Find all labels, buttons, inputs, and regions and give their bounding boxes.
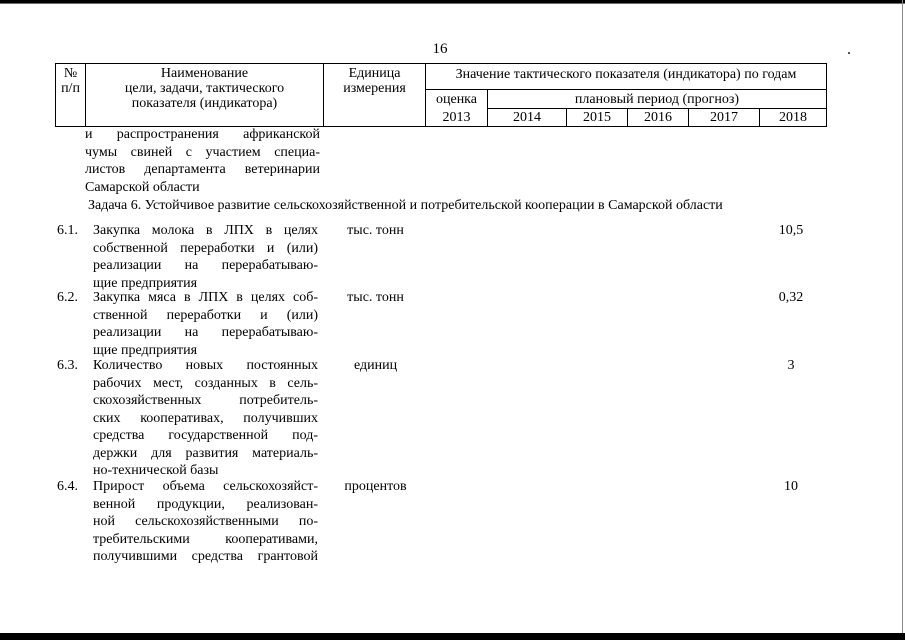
row-name-line: скохозяйственных потребитель-	[93, 393, 318, 408]
header-line-middle	[425, 89, 827, 90]
row-number: 6.2.	[57, 290, 78, 305]
row-name	[93, 357, 318, 480]
header-name-line: Наименование	[160, 66, 249, 81]
header-unit-line: Единица	[348, 66, 401, 81]
row-name-line: Закупка мяса в ЛПХ в целях соб-	[93, 290, 318, 305]
row-number: 6.4.	[57, 479, 78, 494]
row-name-line: ной сельскохозяйственными по-	[93, 514, 318, 529]
row-name	[93, 289, 318, 359]
header-num-line: №	[63, 66, 78, 81]
row-name-line: держки для развития материаль-	[93, 445, 318, 461]
header-year-2013: 2013	[442, 110, 471, 125]
row-unit: единиц	[353, 358, 398, 373]
scan-border-right	[902, 0, 903, 640]
row-unit: тыс. тонн	[347, 223, 404, 238]
scan-speck	[848, 52, 850, 54]
row-name-line: получившими средства грантовой	[93, 549, 318, 564]
row-name-line: щие предприятия	[93, 275, 198, 291]
row-name-line: венной продукции, реализован-	[93, 496, 318, 512]
row-name-line: рабочих мест, созданных в сель-	[93, 375, 318, 391]
row-name-line: реализации на перерабатываю-	[93, 325, 318, 340]
header-vline-10	[826, 63, 827, 127]
header-line-top	[55, 63, 827, 64]
scan-border-bottom	[0, 633, 905, 640]
row-name-line: Закупка молока в ЛПХ в целях	[93, 223, 318, 238]
row-value-2018: 10	[784, 479, 798, 494]
scan-border-top-shadow	[0, 3, 905, 4]
row-name-line: собственной переработки и (или)	[93, 240, 318, 256]
row-name-line: ских кооперативах, получивших	[93, 410, 318, 426]
row-unit: процентов	[344, 479, 407, 494]
row-value-2018: 10,5	[778, 223, 804, 238]
header-name-line: цели, задачи, тактического	[124, 81, 285, 96]
header-name-line: показателя (индикатора)	[131, 96, 278, 111]
row-name	[93, 222, 318, 292]
row-name-line: Прирост объема сельскохозяйст-	[93, 479, 318, 494]
header-num-cell	[56, 66, 85, 96]
continuation-line: листов департамента ветеринарии	[85, 162, 320, 177]
header-unit-line: измерения	[343, 81, 406, 96]
header-year-2016: 2016	[644, 110, 672, 125]
header-name-cell	[86, 66, 323, 111]
continuation-text	[85, 126, 320, 196]
row-number: 6.3.	[57, 358, 78, 373]
header-year-2018: 2018	[779, 110, 807, 125]
header-estimate: оценка	[435, 92, 477, 107]
continuation-line: чумы свиней с участием специа-	[85, 144, 320, 160]
row-name-line: средства государственной под-	[93, 428, 318, 443]
row-value-2018: 0,32	[778, 290, 804, 305]
row-name-line: Количество новых постоянных	[93, 358, 318, 373]
continuation-line: и распространения африканской	[85, 127, 320, 142]
header-line-years	[487, 108, 827, 109]
header-planned-period: плановый период (прогноз)	[574, 92, 740, 107]
header-num-line: п/п	[61, 81, 80, 96]
row-unit: тыс. тонн	[347, 290, 404, 305]
header-year-2014: 2014	[513, 110, 541, 125]
row-name	[93, 478, 318, 566]
row-name-line: щие предприятия	[93, 342, 198, 358]
row-name-line: но-технической базы	[93, 463, 219, 478]
header-year-2017: 2017	[710, 110, 738, 125]
row-name-line: реализации на перерабатываю-	[93, 258, 318, 273]
continuation-line: Самарской области	[85, 179, 200, 195]
header-year-2015: 2015	[583, 110, 611, 125]
header-value-group: Значение тактического показателя (индикатора) по годам	[455, 67, 797, 82]
row-name-line: ственной переработки и (или)	[93, 307, 318, 323]
task-title: Задача 6. Устойчивое развитие сельскохозяйственной и потребительской кооперации в Самарской области	[88, 198, 723, 213]
row-name-line: требительскими кооперативами,	[93, 531, 318, 547]
row-number: 6.1.	[57, 223, 78, 238]
row-value-2018: 3	[787, 358, 795, 373]
page-number: 16	[432, 41, 448, 57]
header-unit-cell	[324, 66, 425, 96]
